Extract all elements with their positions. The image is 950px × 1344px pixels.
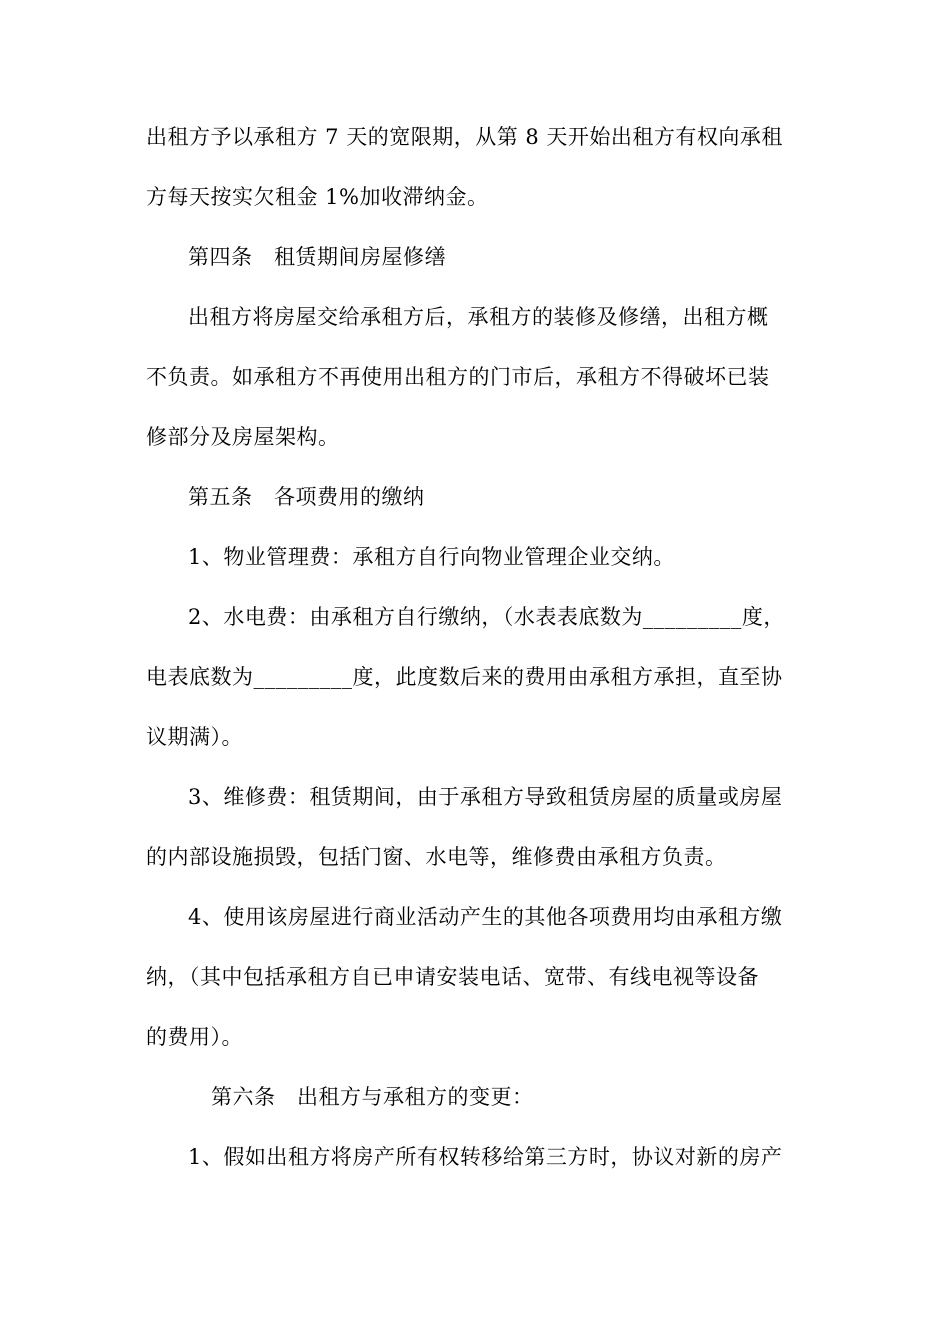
paragraph-line: 议期满）。 (146, 725, 243, 749)
paragraph-line: 的费用）。 (146, 1025, 243, 1049)
list-item-1-article-6: 1、假如出租方将房产所有权转移给第三方时，协议对新的房产 (188, 1145, 783, 1169)
paragraph-line: 出租方将房屋交给承租方后，承租方的装修及修缮，出租方概 (188, 305, 769, 329)
paragraph-line: 电表底数为_________度，此度数后来的费用由承租方承担，直至协 (146, 665, 783, 689)
paragraph-line: 修部分及房屋架构。 (146, 425, 340, 449)
paragraph-line: 的内部设施损毁，包括门窗、水电等，维修费由承租方负责。 (146, 845, 727, 869)
paragraph-line: 纳，（其中包括承租方自已申请安装电话、宽带、有线电视等设备 (146, 965, 759, 989)
list-item-3: 3、维修费：租赁期间，由于承租方导致租赁房屋的质量或房屋 (188, 785, 783, 809)
list-item-1: 1、物业管理费：承租方自行向物业管理企业交纳。 (188, 545, 675, 569)
article-6-heading: 第六条 出租方与承租方的变更： (211, 1085, 534, 1109)
article-4-heading: 第四条 租赁期间房屋修缮 (188, 245, 446, 269)
paragraph-line: 出租方予以承租方 7 天的宽限期，从第 8 天开始出租方有权向承租 (146, 125, 783, 149)
paragraph-line: 不负责。如承租方不再使用出租方的门市后，承租方不得破坏已装 (146, 365, 770, 389)
list-item-2: 2、水电费：由承租方自行缴纳，（水表表底数为_________度， (188, 605, 785, 629)
paragraph-line: 方每天按实欠租金 1%加收滞纳金。 (146, 185, 489, 209)
list-item-4: 4、使用该房屋进行商业活动产生的其他各项费用均由承租方缴 (188, 905, 783, 929)
article-5-heading: 第五条 各项费用的缴纳 (188, 485, 425, 509)
